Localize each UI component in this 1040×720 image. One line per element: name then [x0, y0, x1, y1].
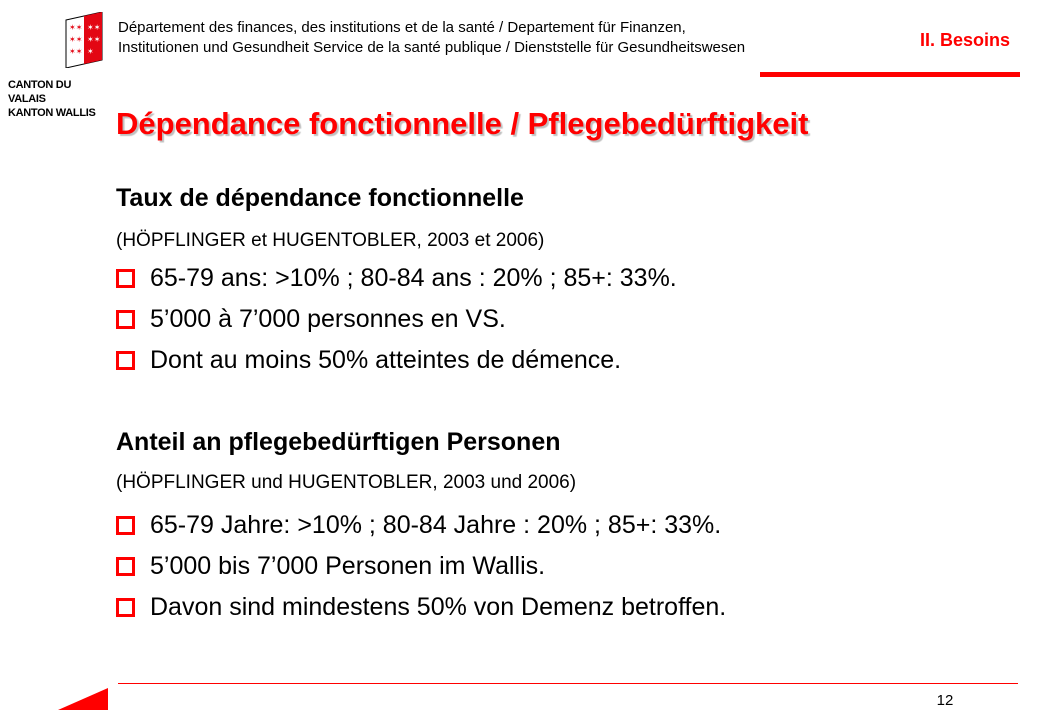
list-item-text: 5’000 à 7’000 personnes en VS. — [150, 305, 506, 333]
block-source-fr: (HÖPFLINGER et HUGENTOBLER, 2003 et 2006) — [116, 230, 545, 251]
square-bullet-icon — [116, 310, 135, 329]
list-item — [116, 587, 726, 628]
square-bullet-icon — [116, 351, 135, 370]
footer-divider — [118, 683, 1018, 684]
list-item — [116, 340, 677, 381]
bullet-list-de — [116, 505, 726, 628]
list-item-text: Dont au moins 50% atteintes de démence. — [150, 346, 622, 374]
square-bullet-icon — [116, 269, 135, 288]
svg-text:✶✶: ✶✶ — [87, 35, 101, 44]
list-item-text: 65-79 ans: >10% ; 80-84 ans : 20% ; 85+: 33%. — [150, 264, 677, 292]
square-bullet-icon — [116, 598, 135, 617]
logo-text — [8, 78, 104, 120]
page-number: 12 — [936, 692, 954, 709]
svg-text:✶✶: ✶✶ — [69, 35, 83, 44]
block-source-de: (HÖPFLINGER und HUGENTOBLER, 2003 und 2006) — [116, 472, 577, 493]
svg-text:✶✶: ✶✶ — [69, 47, 83, 56]
square-bullet-icon — [116, 516, 135, 535]
list-item — [116, 505, 726, 546]
svg-text:✶: ✶ — [87, 47, 94, 56]
svg-text:✶✶: ✶✶ — [69, 23, 83, 32]
list-item-text: 5’000 bis 7’000 Personen im Wallis. — [150, 552, 546, 580]
list-item-text: Davon sind mindestens 50% von Demenz betroffen. — [150, 593, 727, 621]
svg-text:✶✶: ✶✶ — [87, 23, 101, 32]
department-name: Département des finances, des institutions et de la santé / Departement für Finanzen, Institutionen und Gesundheit Service de la santé publique / Dienststelle für Gesundheitswesen — [118, 19, 746, 56]
header-divider — [760, 72, 1020, 77]
canton-logo — [4, 12, 104, 119]
list-item-text: 65-79 Jahre: >10% ; 80-84 Jahre : 20% ; 85+: 33%. — [150, 511, 722, 539]
bullet-list-fr — [116, 258, 677, 381]
section-label: II. Besoins — [919, 30, 1010, 50]
list-item — [116, 299, 677, 340]
block-heading-fr: Taux de dépendance fonctionnelle — [116, 184, 524, 212]
block-heading-de: Anteil an pflegebedürftigen Personen — [116, 428, 561, 456]
slide-title: Dépendance fonctionnelle / Pflegebedürftigkeit — [116, 106, 809, 141]
square-bullet-icon — [116, 557, 135, 576]
canton-flag-icon — [60, 12, 108, 68]
logo-text-fr: CANTON DU VALAIS — [8, 79, 72, 105]
logo-text-de: KANTON WALLIS — [8, 107, 96, 119]
list-item — [116, 546, 726, 587]
list-item — [116, 258, 677, 299]
footer-triangle-icon — [58, 688, 108, 710]
